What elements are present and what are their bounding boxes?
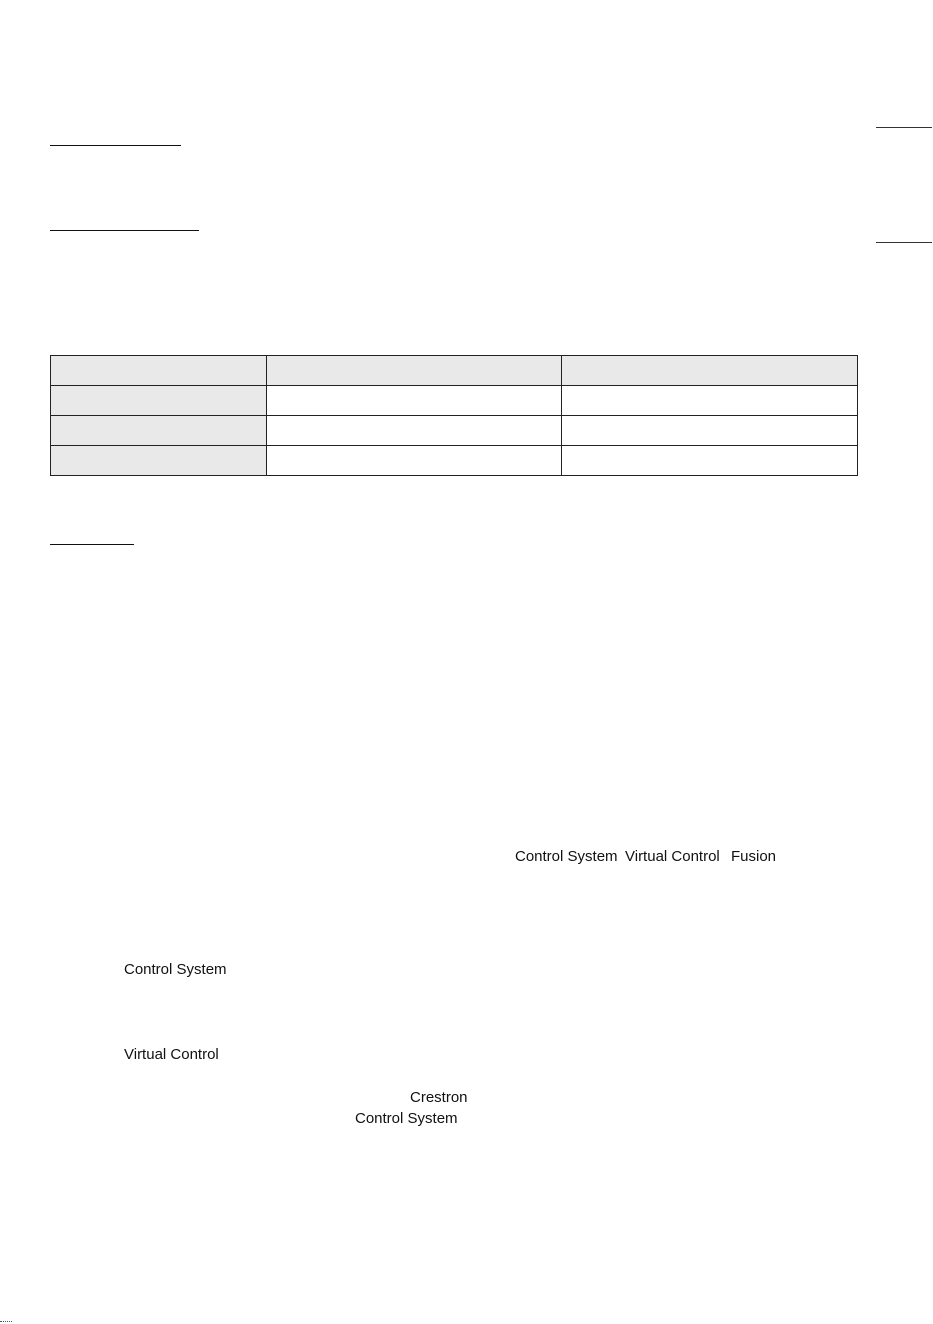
table-cell [562, 386, 858, 416]
section-heading-underline-3 [50, 544, 134, 545]
table-row [51, 416, 858, 446]
table-cell [267, 416, 562, 446]
list-item-control-system-label: Control System [124, 961, 227, 978]
list-item-virtual-control-label: Virtual Control [124, 1046, 219, 1063]
text-fusion: Fusion [731, 848, 777, 865]
table-row [51, 446, 858, 476]
section-heading-underline-2 [50, 230, 199, 231]
side-tab-rule-bottom [876, 242, 932, 243]
page-corner-mark [0, 1321, 12, 1322]
text-control-system-2: Control System [355, 1110, 458, 1127]
section-heading-underline-1 [50, 145, 181, 146]
table-row [51, 386, 858, 416]
table-cell [267, 446, 562, 476]
table-row-label [51, 446, 267, 476]
table-cell [267, 386, 562, 416]
table-header-cell [562, 356, 858, 386]
side-tab-rule-top [876, 127, 932, 128]
table-header-row [51, 356, 858, 386]
text-control-system: Control System [515, 848, 618, 865]
table-row-label [51, 416, 267, 446]
table-header-cell [267, 356, 562, 386]
text-crestron: Crestron [410, 1089, 468, 1106]
table-cell [562, 446, 858, 476]
text-virtual-control: Virtual Control [625, 848, 720, 865]
spec-table [50, 355, 858, 476]
table-row-label [51, 386, 267, 416]
table-cell [562, 416, 858, 446]
table-header-cell [51, 356, 267, 386]
